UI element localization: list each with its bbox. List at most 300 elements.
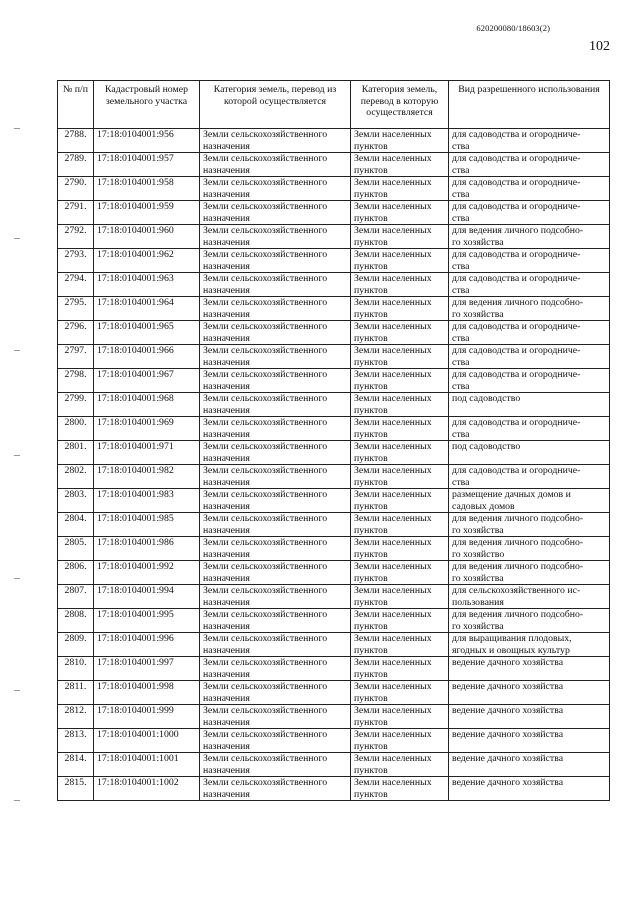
cadastral-number: [94, 585, 200, 609]
permitted-use-line: ведение дачного хозяйства: [452, 777, 564, 788]
row-number-line: 2796.: [64, 321, 87, 332]
row-number-line: 2800.: [64, 417, 87, 428]
cadastral-number-line: 17:18:0104001:995: [97, 609, 174, 620]
col-header-permitted-use: Вид разрешенного использования: [449, 81, 610, 129]
permitted-use-line: под садоводство: [452, 393, 521, 404]
table-row: [58, 585, 610, 609]
cadastral-number: [94, 489, 200, 513]
category-from: [200, 345, 351, 369]
cadastral-number: [94, 729, 200, 753]
category-to-line: пунктов: [354, 236, 388, 248]
category-from-line: Земли сельскохозяйственного: [203, 129, 328, 140]
row-number-line: 2805.: [64, 537, 87, 548]
cadastral-number: [94, 753, 200, 777]
category-from-line: назначения: [203, 548, 250, 560]
row-number: [58, 129, 94, 153]
table-row: [58, 321, 610, 345]
permitted-use: [449, 681, 610, 705]
permitted-use: [449, 561, 610, 585]
row-number: [58, 153, 94, 177]
table-row: [58, 345, 610, 369]
row-number: [58, 393, 94, 417]
permitted-use: [449, 537, 610, 561]
row-number-line: 2814.: [64, 753, 87, 764]
table-row: [58, 777, 610, 801]
row-number: [58, 513, 94, 537]
permitted-use-line: ства: [452, 260, 470, 272]
permitted-use: [449, 345, 610, 369]
permitted-use-line: ягодных и овощных культур: [452, 644, 570, 656]
cadastral-number: [94, 513, 200, 537]
table-row: [58, 513, 610, 537]
cadastral-number-line: 17:18:0104001:966: [97, 345, 174, 356]
category-from-line: Земли сельскохозяйственного: [203, 273, 328, 284]
category-to-line: Земли населенных: [354, 681, 432, 692]
permitted-use: [449, 417, 610, 441]
cadastral-number-line: 17:18:0104001:994: [97, 585, 174, 596]
category-from: [200, 297, 351, 321]
permitted-use-line: ведение дачного хозяйства: [452, 681, 564, 692]
row-number-line: 2802.: [64, 465, 87, 476]
permitted-use-line: для садоводства и огородниче-: [452, 417, 581, 428]
category-from-line: Земли сельскохозяйственного: [203, 561, 328, 572]
table-row: [58, 609, 610, 633]
col-header-number: № п/п: [58, 81, 94, 129]
permitted-use: [449, 393, 610, 417]
category-to-line: Земли населенных: [354, 753, 432, 764]
row-number-line: 2792.: [64, 225, 87, 236]
category-from: [200, 753, 351, 777]
permitted-use-line: ства: [452, 212, 470, 224]
category-from-line: назначения: [203, 140, 250, 152]
table-row: [58, 633, 610, 657]
row-number-line: 2795.: [64, 297, 87, 308]
cadastral-number: [94, 465, 200, 489]
cadastral-number-line: 17:18:0104001:1001: [97, 753, 179, 764]
cadastral-number-line: 17:18:0104001:963: [97, 273, 174, 284]
category-to: [351, 585, 449, 609]
table-row: [58, 273, 610, 297]
cadastral-number: [94, 369, 200, 393]
cadastral-number-line: 17:18:0104001:1002: [97, 777, 179, 788]
cadastral-number-line: 17:18:0104001:992: [97, 561, 174, 572]
category-from: [200, 633, 351, 657]
category-to: [351, 537, 449, 561]
category-from-line: Земли сельскохозяйственного: [203, 633, 328, 644]
permitted-use-line: ства: [452, 140, 470, 152]
permitted-use-line: для садоводства и огородниче-: [452, 345, 581, 356]
col-header-category-to: Категория земель, перевод в которую осуществляется: [351, 81, 449, 129]
permitted-use-line: для сельскохозяйственного ис-: [452, 585, 581, 596]
category-to-line: пунктов: [354, 308, 388, 320]
row-number: [58, 753, 94, 777]
permitted-use: [449, 753, 610, 777]
category-to: [351, 201, 449, 225]
permitted-use: [449, 465, 610, 489]
category-to: [351, 561, 449, 585]
category-to-line: пунктов: [354, 476, 388, 488]
category-from-line: назначения: [203, 692, 250, 704]
category-from-line: Земли сельскохозяйственного: [203, 201, 328, 212]
permitted-use-line: го хозяйства: [452, 572, 504, 584]
category-from: [200, 225, 351, 249]
permitted-use: [449, 777, 610, 801]
row-number: [58, 225, 94, 249]
cadastral-number: [94, 345, 200, 369]
category-to-line: Земли населенных: [354, 273, 432, 284]
category-to: [351, 153, 449, 177]
row-number: [58, 297, 94, 321]
permitted-use-line: для садоводства и огородниче-: [452, 153, 581, 164]
col-header-cadastral: Кадастровый номер земельного участка: [94, 81, 200, 129]
category-to: [351, 417, 449, 441]
category-from-line: Земли сельскохозяйственного: [203, 369, 328, 380]
permitted-use: [449, 177, 610, 201]
category-to-line: Земли населенных: [354, 465, 432, 476]
permitted-use-line: ства: [452, 284, 470, 296]
cadastral-number: [94, 537, 200, 561]
category-to-line: пунктов: [354, 524, 388, 536]
row-number: [58, 369, 94, 393]
table-row: [58, 369, 610, 393]
permitted-use-line: для ведения личного подсобно-: [452, 609, 584, 620]
cadastral-number: [94, 633, 200, 657]
category-to-line: Земли населенных: [354, 153, 432, 164]
permitted-use: [449, 273, 610, 297]
category-from: [200, 321, 351, 345]
table-body: [58, 129, 610, 801]
table-row: [58, 537, 610, 561]
table-row: [58, 201, 610, 225]
cadastral-number-line: 17:18:0104001:983: [97, 489, 174, 500]
row-number-line: 2815.: [64, 777, 87, 788]
cadastral-number-line: 17:18:0104001:1000: [97, 729, 179, 740]
category-from-line: Земли сельскохозяйственного: [203, 657, 328, 668]
category-to-line: пунктов: [354, 404, 388, 416]
category-from-line: Земли сельскохозяйственного: [203, 177, 328, 188]
cadastral-number-line: 17:18:0104001:960: [97, 225, 174, 236]
category-to-line: Земли населенных: [354, 297, 432, 308]
category-to-line: Земли населенных: [354, 441, 432, 452]
row-number-line: 2809.: [64, 633, 87, 644]
cadastral-number-line: 17:18:0104001:971: [97, 441, 174, 452]
category-from-line: назначения: [203, 476, 250, 488]
category-from-line: Земли сельскохозяйственного: [203, 153, 328, 164]
category-from-line: назначения: [203, 260, 250, 272]
cadastral-number-line: 17:18:0104001:997: [97, 657, 174, 668]
cadastral-number: [94, 321, 200, 345]
category-from: [200, 657, 351, 681]
category-to: [351, 177, 449, 201]
permitted-use: [449, 321, 610, 345]
row-number: [58, 657, 94, 681]
permitted-use-line: ства: [452, 356, 470, 368]
category-to-line: пунктов: [354, 620, 388, 632]
permitted-use: [449, 729, 610, 753]
row-number-line: 2804.: [64, 513, 87, 524]
row-number-line: 2813.: [64, 729, 87, 740]
category-from: [200, 201, 351, 225]
category-from-line: назначения: [203, 404, 250, 416]
category-to-line: пунктов: [354, 332, 388, 344]
land-table: [57, 80, 610, 801]
category-to-line: пунктов: [354, 380, 388, 392]
category-from-line: Земли сельскохозяйственного: [203, 681, 328, 692]
category-to: [351, 369, 449, 393]
category-from: [200, 417, 351, 441]
category-from-line: назначения: [203, 620, 250, 632]
category-from: [200, 705, 351, 729]
category-from: [200, 729, 351, 753]
cadastral-number: [94, 561, 200, 585]
permitted-use: [449, 489, 610, 513]
category-from-line: Земли сельскохозяйственного: [203, 465, 328, 476]
permitted-use-line: ства: [452, 428, 470, 440]
category-to: [351, 321, 449, 345]
row-number-line: 2810.: [64, 657, 87, 668]
category-to: [351, 345, 449, 369]
category-to: [351, 225, 449, 249]
category-from-line: Земли сельскохозяйственного: [203, 585, 328, 596]
category-from: [200, 561, 351, 585]
category-to-line: пунктов: [354, 356, 388, 368]
category-to-line: Земли населенных: [354, 777, 432, 788]
row-number: [58, 729, 94, 753]
category-to-line: Земли населенных: [354, 393, 432, 404]
permitted-use-line: для садоводства и огородниче-: [452, 273, 581, 284]
row-number: [58, 633, 94, 657]
row-number-line: 2797.: [64, 345, 87, 356]
category-from: [200, 177, 351, 201]
cadastral-number-line: 17:18:0104001:962: [97, 249, 174, 260]
category-from-line: Земли сельскохозяйственного: [203, 513, 328, 524]
cadastral-number-line: 17:18:0104001:956: [97, 129, 174, 140]
category-to-line: пунктов: [354, 692, 388, 704]
permitted-use-line: для садоводства и огородниче-: [452, 369, 581, 380]
category-to: [351, 777, 449, 801]
permitted-use: [449, 705, 610, 729]
category-from-line: назначения: [203, 788, 250, 800]
cadastral-number-line: 17:18:0104001:982: [97, 465, 174, 476]
category-to-line: Земли населенных: [354, 225, 432, 236]
category-to-line: Земли населенных: [354, 609, 432, 620]
permitted-use-line: го хозяйства: [452, 524, 504, 536]
table-row: [58, 561, 610, 585]
permitted-use-line: под садоводство: [452, 441, 521, 452]
row-number: [58, 177, 94, 201]
permitted-use-line: садовых домов: [452, 500, 515, 512]
permitted-use-line: для садоводства и огородниче-: [452, 177, 581, 188]
category-from-line: Земли сельскохозяйственного: [203, 225, 328, 236]
cadastral-number: [94, 273, 200, 297]
category-to-line: пунктов: [354, 572, 388, 584]
category-to-line: Земли населенных: [354, 513, 432, 524]
permitted-use: [449, 297, 610, 321]
category-to: [351, 465, 449, 489]
cadastral-number: [94, 153, 200, 177]
category-to: [351, 129, 449, 153]
category-to-line: пунктов: [354, 188, 388, 200]
table-row: [58, 249, 610, 273]
category-to-line: Земли населенных: [354, 585, 432, 596]
row-number: [58, 345, 94, 369]
cadastral-number-line: 17:18:0104001:958: [97, 177, 174, 188]
cadastral-number: [94, 201, 200, 225]
row-number-line: 2806.: [64, 561, 87, 572]
row-number: [58, 681, 94, 705]
cadastral-number: [94, 249, 200, 273]
category-from-line: Земли сельскохозяйственного: [203, 753, 328, 764]
cadastral-number-line: 17:18:0104001:968: [97, 393, 174, 404]
category-from: [200, 489, 351, 513]
table-row: [58, 489, 610, 513]
cadastral-number: [94, 441, 200, 465]
cadastral-number: [94, 417, 200, 441]
row-number-line: 2788.: [64, 129, 87, 140]
permitted-use-line: ства: [452, 188, 470, 200]
category-to-line: пунктов: [354, 212, 388, 224]
category-to-line: пунктов: [354, 164, 388, 176]
cadastral-number-line: 17:18:0104001:965: [97, 321, 174, 332]
permitted-use-line: го хозяйства: [452, 308, 504, 320]
table-row: [58, 441, 610, 465]
permitted-use: [449, 369, 610, 393]
row-number: [58, 561, 94, 585]
row-number-line: 2811.: [64, 681, 87, 692]
category-from-line: назначения: [203, 188, 250, 200]
category-from-line: назначения: [203, 500, 250, 512]
cadastral-number: [94, 777, 200, 801]
category-to-line: пунктов: [354, 284, 388, 296]
category-from-line: назначения: [203, 380, 250, 392]
row-number: [58, 465, 94, 489]
permitted-use: [449, 441, 610, 465]
permitted-use-line: ведение дачного хозяйства: [452, 705, 564, 716]
category-from: [200, 513, 351, 537]
row-number: [58, 705, 94, 729]
category-to-line: Земли населенных: [354, 633, 432, 644]
category-to-line: Земли населенных: [354, 177, 432, 188]
row-number: [58, 609, 94, 633]
permitted-use-line: для выращивания плодовых,: [452, 633, 572, 644]
category-from: [200, 537, 351, 561]
category-to: [351, 633, 449, 657]
category-from-line: назначения: [203, 332, 250, 344]
category-from-line: назначения: [203, 452, 250, 464]
cadastral-number-line: 17:18:0104001:986: [97, 537, 174, 548]
document-code: 620200080/18603(2): [476, 23, 550, 33]
row-number: [58, 249, 94, 273]
cadastral-number-line: 17:18:0104001:999: [97, 705, 174, 716]
cadastral-number: [94, 393, 200, 417]
category-to: [351, 393, 449, 417]
permitted-use-line: для ведения личного подсобно-: [452, 537, 584, 548]
permitted-use-line: для ведения личного подсобно-: [452, 297, 584, 308]
category-to-line: пунктов: [354, 500, 388, 512]
category-from: [200, 153, 351, 177]
permitted-use-line: ства: [452, 164, 470, 176]
permitted-use-line: ведение дачного хозяйства: [452, 753, 564, 764]
row-number-line: 2799.: [64, 393, 87, 404]
category-to: [351, 249, 449, 273]
table-row: [58, 753, 610, 777]
category-from-line: назначения: [203, 356, 250, 368]
row-number-line: 2793.: [64, 249, 87, 260]
cadastral-number: [94, 657, 200, 681]
permitted-use-line: для садоводства и огородниче-: [452, 321, 581, 332]
category-to: [351, 705, 449, 729]
category-to-line: пунктов: [354, 548, 388, 560]
category-to-line: пунктов: [354, 260, 388, 272]
cadastral-number-line: 17:18:0104001:985: [97, 513, 174, 524]
row-number: [58, 201, 94, 225]
row-number-line: 2808.: [64, 609, 87, 620]
permitted-use: [449, 225, 610, 249]
category-to: [351, 609, 449, 633]
category-from-line: Земли сельскохозяйственного: [203, 705, 328, 716]
category-from-line: назначения: [203, 164, 250, 176]
permitted-use-line: го хозяйства: [452, 620, 504, 632]
row-number: [58, 321, 94, 345]
row-number: [58, 489, 94, 513]
category-to-line: Земли населенных: [354, 345, 432, 356]
category-from: [200, 609, 351, 633]
permitted-use: [449, 153, 610, 177]
row-number: [58, 537, 94, 561]
category-from: [200, 681, 351, 705]
row-number: [58, 441, 94, 465]
cadastral-number: [94, 705, 200, 729]
cadastral-number: [94, 177, 200, 201]
category-from-line: назначения: [203, 308, 250, 320]
row-number-line: 2791.: [64, 201, 87, 212]
category-to-line: пунктов: [354, 716, 388, 728]
row-number-line: 2807.: [64, 585, 87, 596]
permitted-use-line: размещение дачных домов и: [452, 489, 571, 500]
cadastral-number-line: 17:18:0104001:957: [97, 153, 174, 164]
cadastral-number-line: 17:18:0104001:959: [97, 201, 174, 212]
category-from: [200, 273, 351, 297]
category-from: [200, 441, 351, 465]
table-row: [58, 225, 610, 249]
table-row: [58, 465, 610, 489]
row-number-line: 2798.: [64, 369, 87, 380]
permitted-use-line: для ведения личного подсобно-: [452, 225, 584, 236]
permitted-use-line: пользования: [452, 596, 504, 608]
table-row: [58, 681, 610, 705]
category-to-line: пунктов: [354, 428, 388, 440]
category-from-line: назначения: [203, 716, 250, 728]
permitted-use: [449, 129, 610, 153]
category-from-line: Земли сельскохозяйственного: [203, 489, 328, 500]
table-row: [58, 705, 610, 729]
category-from: [200, 585, 351, 609]
category-from-line: Земли сельскохозяйственного: [203, 417, 328, 428]
permitted-use-line: для садоводства и огородниче-: [452, 465, 581, 476]
category-from-line: назначения: [203, 644, 250, 656]
row-number-line: 2812.: [64, 705, 87, 716]
category-from-line: назначения: [203, 428, 250, 440]
category-from: [200, 393, 351, 417]
row-number: [58, 585, 94, 609]
category-from-line: Земли сельскохозяйственного: [203, 321, 328, 332]
category-to-line: пунктов: [354, 740, 388, 752]
category-from-line: назначения: [203, 572, 250, 584]
category-to-line: Земли населенных: [354, 129, 432, 140]
category-to-line: Земли населенных: [354, 561, 432, 572]
category-from: [200, 777, 351, 801]
permitted-use-line: для ведения личного подсобно-: [452, 513, 584, 524]
